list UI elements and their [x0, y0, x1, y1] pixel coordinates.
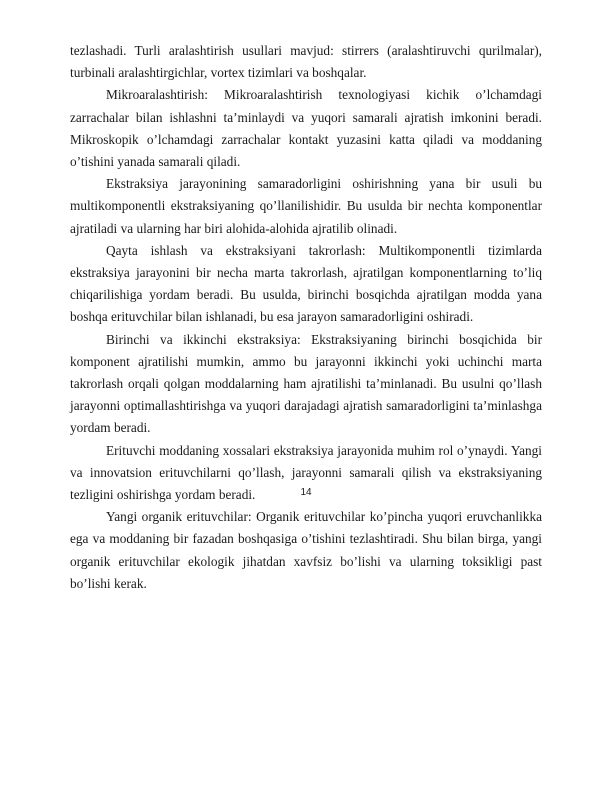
- paragraph-microaralashtirish: Mikroaralashtirish: Mikroaralashtirish texnologiyasi kichik o’lchamdagi zarrachalar bilan ishlashni ta’minlaydi va yuqori samarali ajratish imkonini beradi. Mikroskopik o’lchamdagi zarrachalar kontakt yuzasini katta qiladi va moddaning o’tishini yanada samarali qiladi.: [70, 87, 542, 170]
- paragraph-erituvchi-xossalari: Erituvchi moddaning xossalari ekstraksiya jarayonida muhim rol o’ynaydi. Yangi va innovatsion erituvchilarni qo’llash, jarayonni samarali qilish va ekstraksiyaning tezligini oshirishga yordam beradi.: [70, 442, 542, 503]
- paragraph-organik-erituvchilar: Yangi organik erituvchilar: Organik erituvchilar ko’pincha yuqori eruvchanlikka ega va moddaning bir fazadan boshqasiga o’tishini tezlashtiradi. Shu bilan birga, yangi organik erituvchilar ekologik jihatdan xavfsiz bo’lishi va ularning toksikligi past bo’lishi kerak.: [70, 509, 542, 591]
- paragraph-multikomponent: Ekstraksiya jarayonining samaradorligini oshirishning yana bir usuli bu multikomponentli ekstraksiyaning qo’llanilishidir. Bu usulda bir nechta komponentlar ajratiladi va ularning har biri alohida-alohida ajratilib olinadi.: [70, 176, 542, 236]
- page-number: 14: [300, 487, 312, 498]
- paragraph-birinchi-ikkinchi: Birinchi va ikkinchi ekstraksiya: Ekstraksiyaning birinchi bosqichida bir komponent ajratilishi mumkin, ammo bu jarayonni ikkinchi yoki uchinchi marta takrorlash orqali qolgan moddalarning ham ajratilishi ta’minlanadi. Bu usulni qo’llash jarayonni optimallashtirishga va yuqori darajadagi ajratish samaradorligini ta’minlashga yordam beradi.: [70, 331, 542, 436]
- paragraph-qayta-ishlash: Qayta ishlash va ekstraksiyani takrorlash: Multikomponentli tizimlarda ekstraksiya jarayonini bir necha marta takrorlash, ajratilgan komponentlarning to’liq chiqarilishiga yordam beradi. Bu usulda, birinchi bosqichda ajratilgan modda yana boshqa erituvchilar bilan ishlanadi, bu esa jarayon samaradorligini oshiradi.: [70, 242, 542, 325]
- document-body: [70, 40, 542, 595]
- paragraph-continuation: tezlashadi. Turli aralashtirish usullari mavjud: stirrers (aralashtiruvchi qurilmalar), turbinali aralashtirgichlar, vortex tizimlari va boshqalar.: [70, 43, 542, 81]
